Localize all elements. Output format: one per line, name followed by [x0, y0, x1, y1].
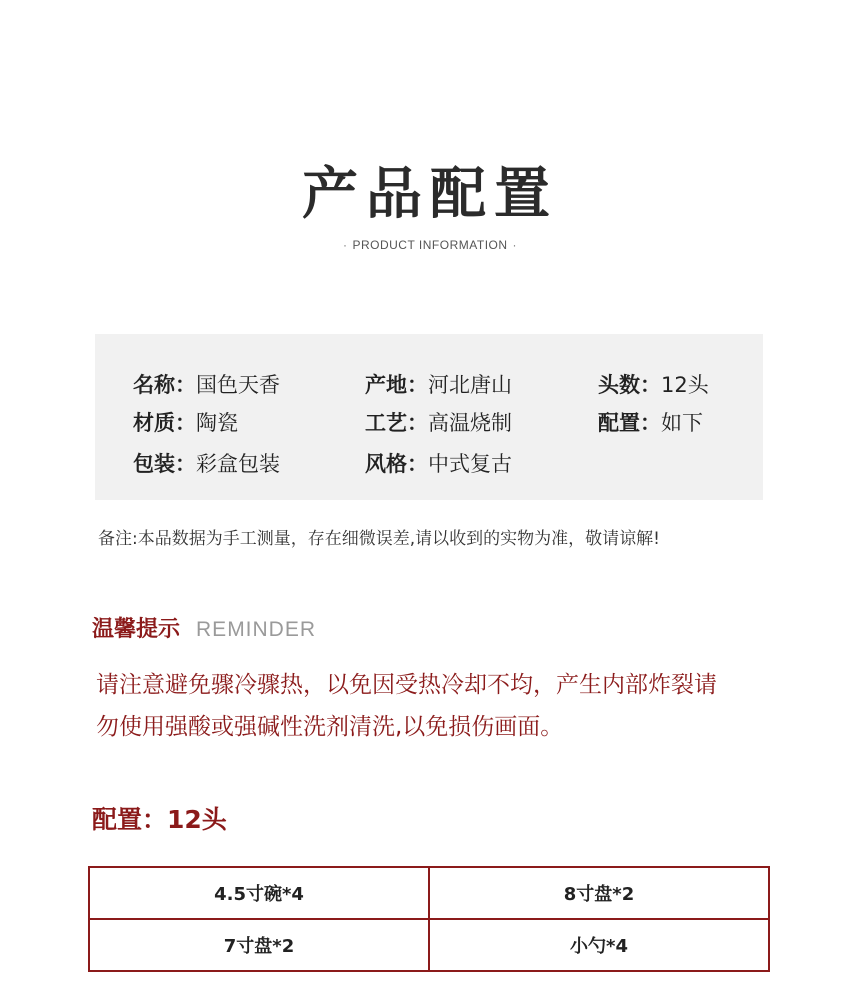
- page-subtitle: [0, 238, 860, 252]
- reminder-text: [96, 664, 786, 748]
- info-value: 高温烧制: [428, 411, 512, 435]
- measurement-note: 备注:本品数据为手工测量，存在细微误差,请以收到的实物为准，敬请谅解!: [98, 529, 660, 549]
- info-material: [133, 407, 238, 437]
- info-panel: [95, 334, 763, 500]
- config-table: [88, 866, 770, 972]
- info-value: 如下: [661, 411, 703, 435]
- info-piece-count: [598, 369, 709, 399]
- info-craft: [365, 407, 512, 437]
- table-cell: 小勺*4: [429, 919, 769, 971]
- subtitle-dot-left: ·: [342, 238, 348, 252]
- info-value: 河北唐山: [428, 373, 512, 397]
- info-packaging: [133, 448, 280, 478]
- reminder-title-en: REMINDER: [196, 618, 317, 641]
- reminder-line: 勿使用强酸或强碱性洗剂清洗,以免损伤画面。: [96, 714, 564, 740]
- reminder-title-cn: 温馨提示: [92, 617, 181, 642]
- info-label: 风格：: [365, 452, 428, 476]
- info-value: 彩盒包装: [196, 452, 280, 476]
- reminder-line: 请注意避免骤冷骤热，以免因受热冷却不均，产生内部炸裂请: [96, 672, 717, 698]
- info-origin: [365, 369, 512, 399]
- info-label: 名称：: [133, 373, 196, 397]
- info-label: 工艺：: [365, 411, 428, 435]
- table-cell: 4.5寸碗*4: [89, 867, 429, 919]
- config-title: 配置：12头: [92, 805, 227, 834]
- table-cell: 7寸盘*2: [89, 919, 429, 971]
- info-label: 头数：: [598, 373, 661, 397]
- page-title: 产品配置: [302, 161, 558, 227]
- info-value: 国色天香: [196, 373, 280, 397]
- subtitle-dot-right: ·: [512, 238, 518, 252]
- info-style: [365, 448, 512, 478]
- info-label: 配置：: [598, 411, 661, 435]
- reminder-heading: [92, 612, 316, 643]
- info-label: 产地：: [365, 373, 428, 397]
- info-label: 材质：: [133, 411, 196, 435]
- info-value: 12头: [661, 373, 709, 397]
- table-row: [89, 867, 769, 919]
- info-configuration: [598, 407, 703, 437]
- table-row: [89, 919, 769, 971]
- table-cell: 8寸盘*2: [429, 867, 769, 919]
- info-value: 陶瓷: [196, 411, 238, 435]
- subtitle-text: PRODUCT INFORMATION: [352, 238, 508, 252]
- info-label: 包装：: [133, 452, 196, 476]
- info-name: [133, 369, 280, 399]
- info-value: 中式复古: [428, 452, 512, 476]
